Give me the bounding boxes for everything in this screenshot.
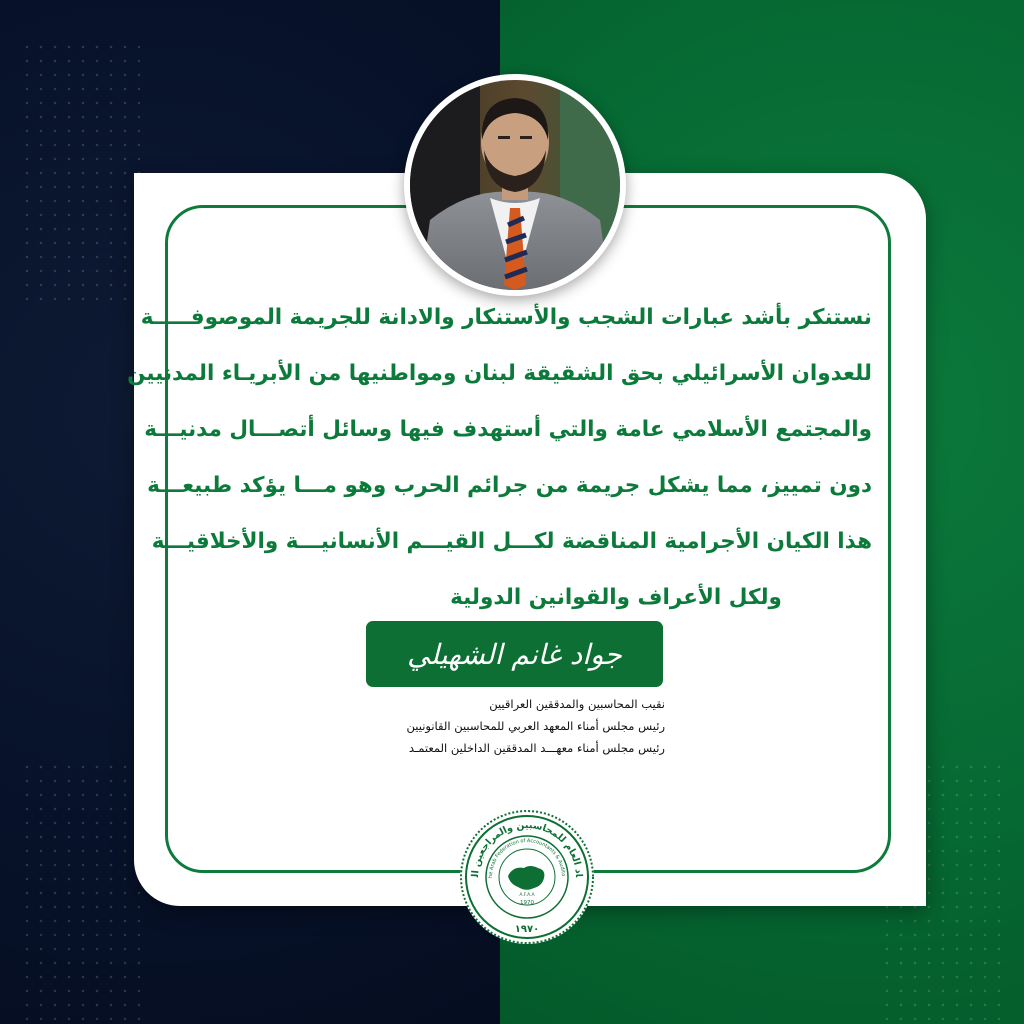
title-line: رئيس مجلس أمناء المعهد العربي للمحاسبين القانونيين (406, 719, 665, 733)
dot-pattern (20, 760, 140, 1020)
federation-seal-logo (458, 808, 596, 946)
title-line: نقيب المحاسبين والمدققين العراقيين (489, 697, 665, 711)
seal-year-latin: 1970 (520, 900, 534, 906)
seal-graphic (458, 808, 596, 946)
statement-line: هذا الكيان الأجرامية المناقضة لكـــل القيـــم الأنسانيـــة والأخلاقيـــة (151, 529, 872, 554)
signature-name: جواد غانم الشهيلي (407, 637, 622, 671)
statement-line: للعدوان الأسرائيلي بحق الشقيقة لبنان ومواطنيها من الأبريـاء المدنيين (127, 361, 872, 386)
title-line: رئيس مجلس أمناء معهـــد المدققين الداخلين المعتمـد (408, 741, 665, 755)
statement-line: نستنكر بأشد عبارات الشجب والأستنكار والادانة للجريمة الموصوفـــــة (140, 305, 872, 330)
statement-line: دون تمييز، مما يشكل جريمة من جرائم الحرب وهو مـــا يؤكد طبيعـــة (147, 473, 872, 498)
statement-line: والمجتمع الأسلامي عامة والتي أستهدف فيها وسائل أتصـــال مدنيـــة (144, 417, 872, 442)
seal-abbr: A.F.A.A (519, 893, 535, 898)
statement-text (127, 290, 872, 626)
portrait-photo (410, 80, 620, 290)
seal-english-arc: he Arab Federation of Accountants & Audito (487, 837, 567, 879)
titles-block (370, 693, 665, 759)
statement-line: ولكل الأعراف والقوانين الدولية (450, 585, 782, 610)
dot-pattern (20, 40, 140, 300)
signature-box (366, 621, 663, 687)
seal-year-arabic: ١٩٧٠ (514, 924, 540, 935)
portrait-illustration (410, 80, 620, 290)
seal-arabic-arc: اد العام للمحاسبين والمراجعين ال (469, 819, 585, 878)
